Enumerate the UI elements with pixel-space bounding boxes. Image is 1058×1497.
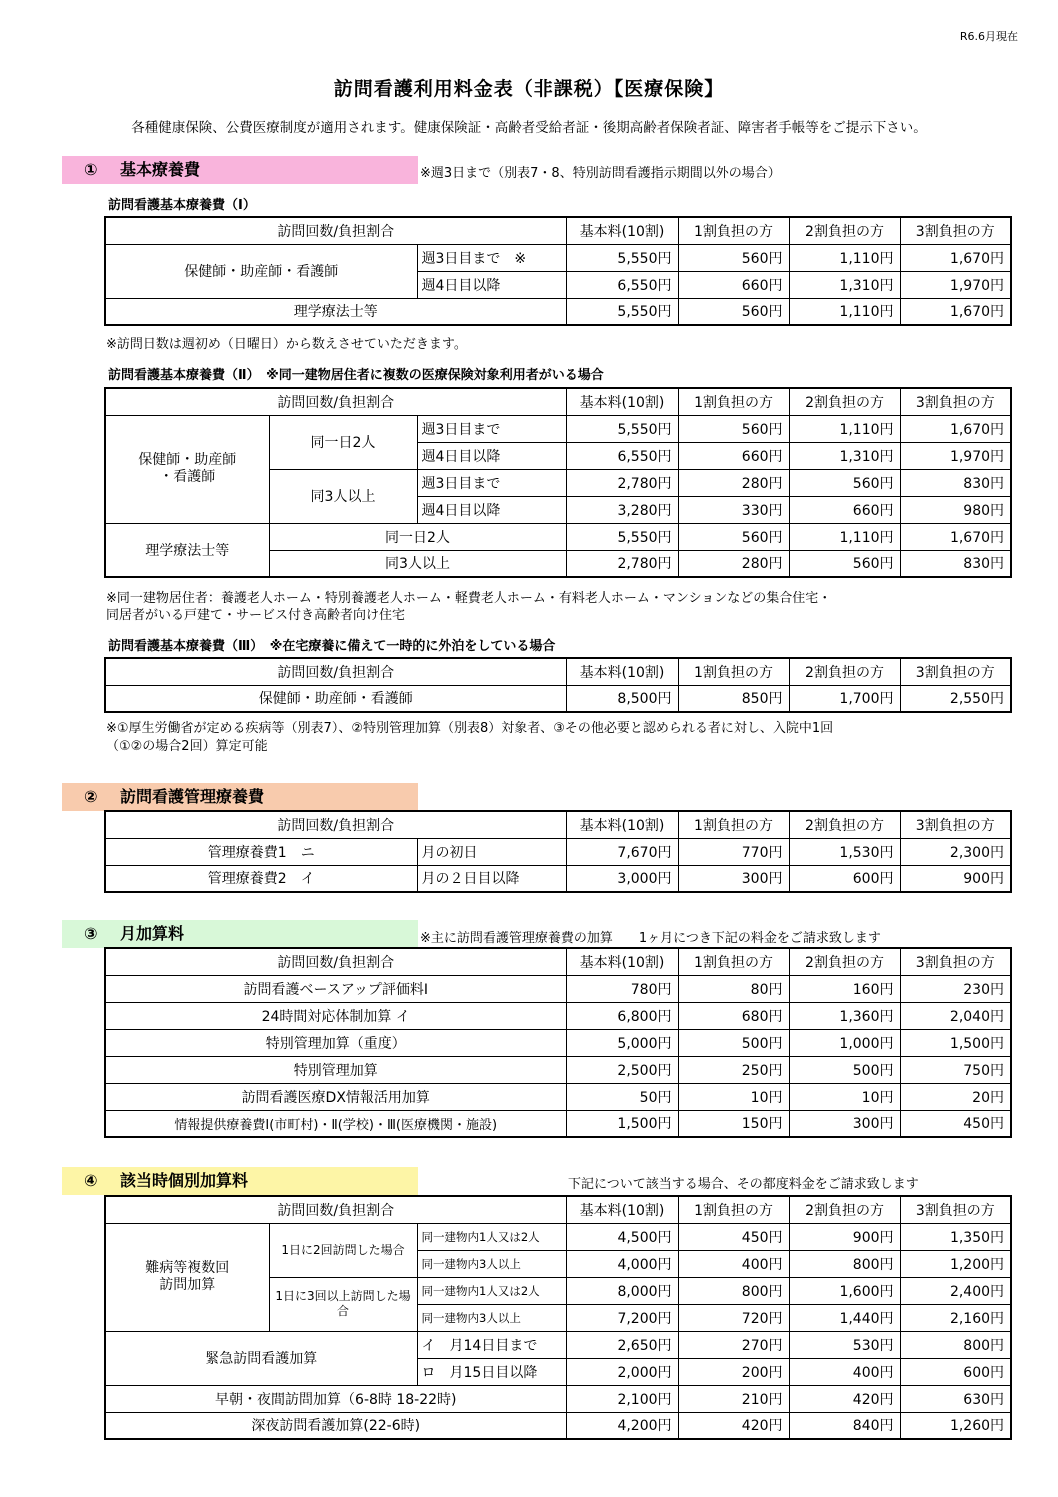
cell-p3: 2,160円: [900, 1304, 1011, 1331]
row-label: 管理療養費2 イ: [105, 865, 417, 892]
cell-p1: 10円: [678, 1083, 789, 1110]
cell-p2: 530円: [789, 1331, 900, 1358]
table-header-row: [105, 217, 1011, 244]
table-header-row: [105, 388, 1011, 415]
section-number: ①: [84, 160, 98, 179]
cell-p2: 560円: [789, 469, 900, 496]
cell-p3: 2,040円: [900, 1002, 1011, 1029]
section-number: ②: [84, 787, 98, 806]
cell-p3: 450円: [900, 1110, 1011, 1137]
subgroup-label: 1日に3回以上訪問した場合: [269, 1277, 417, 1331]
intro-text: 各種健康保険、公費医療制度が適用されます。健康保険証・高齢者受給者証・後期高齢者保険者証、障害者手帳等をご提示下さい。: [131, 120, 927, 136]
cell-p3: 1,670円: [900, 415, 1011, 442]
basic-fee-table-3: [104, 657, 1012, 713]
table-row: [105, 865, 1011, 892]
cell-base: 5,000円: [566, 1029, 678, 1056]
row-label: 管理療養費1 ニ: [105, 838, 417, 865]
header-p2: 2割負担の方: [789, 658, 900, 685]
header-item: 訪問回数/負担割合: [105, 948, 566, 975]
cell-p2: 660円: [789, 496, 900, 523]
row-sublabel: 月の初日: [417, 838, 566, 865]
cell-p1: 850円: [678, 685, 789, 712]
header-p3: 3割負担の方: [900, 658, 1011, 685]
cell-base: 3,000円: [566, 865, 678, 892]
cell-p1: 300円: [678, 865, 789, 892]
cell-p1: 210円: [678, 1385, 789, 1412]
cell-p2: 1,110円: [789, 523, 900, 550]
row-label: 同一建物内1人又は2人: [417, 1223, 566, 1250]
row-label: 24時間対応体制加算 イ: [105, 1002, 566, 1029]
cell-p1: 200円: [678, 1358, 789, 1385]
header-base: 基本料(10割): [566, 948, 678, 975]
table-row: [105, 523, 1011, 550]
table-row: [105, 298, 1011, 325]
table-row: [105, 1331, 1011, 1358]
row-label: 週3日目まで: [417, 415, 566, 442]
section-title: 該当時個別加算料: [120, 1171, 249, 1190]
cell-p2: 1,600円: [789, 1277, 900, 1304]
cell-p1: 560円: [678, 244, 789, 271]
cell-p1: 270円: [678, 1331, 789, 1358]
table-row: [105, 1412, 1011, 1439]
section-note: 下記について該当する場合、その都度料金をご請求致します: [568, 1177, 919, 1192]
section-header-2: [62, 783, 418, 811]
header-p3: 3割負担の方: [900, 217, 1011, 244]
table-note: ※同一建物居住者：養護老人ホーム・特別養護老人ホーム・軽費老人ホーム・有料老人ホーム・マンションなどの集合住宅・: [106, 591, 832, 606]
header-p1: 1割負担の方: [678, 811, 789, 838]
row-label: 週3日目まで: [417, 469, 566, 496]
table-row: [105, 1385, 1011, 1412]
row-label: 週4日目以降: [417, 442, 566, 469]
cell-p2: 840円: [789, 1412, 900, 1439]
section-note: ※週3日まで（別表7・8、特別訪問看護指示期間以外の場合）: [420, 166, 781, 181]
table-header-row: [105, 658, 1011, 685]
table-note: 同居者がいる戸建て・サービス付き高齢者向け住宅: [106, 608, 406, 623]
cell-base: 6,550円: [566, 442, 678, 469]
subgroup-label: 1日に2回訪問した場合: [269, 1223, 417, 1277]
cell-p1: 660円: [678, 271, 789, 298]
table-row: [105, 244, 1011, 271]
cell-base: 780円: [566, 975, 678, 1002]
cell-base: 5,550円: [566, 523, 678, 550]
header-p2: 2割負担の方: [789, 1196, 900, 1223]
cell-p3: 1,500円: [900, 1029, 1011, 1056]
cell-p3: 1,670円: [900, 298, 1011, 325]
cell-base: 5,550円: [566, 244, 678, 271]
header-p1: 1割負担の方: [678, 217, 789, 244]
cell-p2: 800円: [789, 1250, 900, 1277]
date-stamp: R6.6月現在: [959, 30, 1018, 43]
header-p1: 1割負担の方: [678, 658, 789, 685]
section-note: ※主に訪問看護管理療養費の加算 1ヶ月につき下記の料金をご請求致します: [420, 931, 881, 946]
row-label: 週4日目以降: [417, 271, 566, 298]
table-row: [105, 1029, 1011, 1056]
table-row: [105, 1110, 1011, 1137]
cell-p2: 500円: [789, 1056, 900, 1083]
header-p1: 1割負担の方: [678, 388, 789, 415]
cell-p2: 160円: [789, 975, 900, 1002]
cell-base: 7,200円: [566, 1304, 678, 1331]
cell-base: 8,000円: [566, 1277, 678, 1304]
cell-base: 6,800円: [566, 1002, 678, 1029]
individual-addition-table: [104, 1195, 1012, 1440]
cell-p2: 400円: [789, 1358, 900, 1385]
cell-p3: 1,970円: [900, 271, 1011, 298]
cell-p1: 280円: [678, 550, 789, 577]
cell-base: 50円: [566, 1083, 678, 1110]
cell-p2: 1,110円: [789, 298, 900, 325]
monthly-addition-table: [104, 947, 1012, 1138]
table-note: ※訪問日数は週初め（日曜日）から数えさせていただきます。: [106, 337, 467, 352]
header-p3: 3割負担の方: [900, 1196, 1011, 1223]
cell-base: 6,550円: [566, 271, 678, 298]
cell-base: 2,650円: [566, 1331, 678, 1358]
table-row: [105, 1083, 1011, 1110]
cell-base: 7,670円: [566, 838, 678, 865]
header-item: 訪問回数/負担割合: [105, 658, 566, 685]
header-item: 訪問回数/負担割合: [105, 388, 566, 415]
row-sublabel: 月の２日目以降: [417, 865, 566, 892]
cell-p1: 560円: [678, 523, 789, 550]
cell-base: 1,500円: [566, 1110, 678, 1137]
cell-base: 8,500円: [566, 685, 678, 712]
row-label: 同3人以上: [269, 550, 566, 577]
cell-base: 2,500円: [566, 1056, 678, 1083]
header-base: 基本料(10割): [566, 217, 678, 244]
row-label: 特別管理加算（重度）: [105, 1029, 566, 1056]
section-title: 訪問看護管理療養費: [120, 787, 265, 806]
header-item: 訪問回数/負担割合: [105, 811, 566, 838]
section-title: 月加算料: [120, 924, 185, 943]
cell-p3: 1,260円: [900, 1412, 1011, 1439]
basic-fee-table-1: [104, 216, 1012, 326]
cell-p2: 560円: [789, 550, 900, 577]
cell-base: 5,550円: [566, 415, 678, 442]
cell-p3: 1,670円: [900, 244, 1011, 271]
header-base: 基本料(10割): [566, 658, 678, 685]
cell-p3: 830円: [900, 550, 1011, 577]
row-label: 情報提供療養費Ⅰ(市町村)・Ⅱ(学校)・Ⅲ(医療機関・施設): [105, 1110, 566, 1137]
cell-p1: 560円: [678, 415, 789, 442]
cell-p1: 800円: [678, 1277, 789, 1304]
header-base: 基本料(10割): [566, 388, 678, 415]
cell-base: 2,780円: [566, 469, 678, 496]
cell-p2: 900円: [789, 1223, 900, 1250]
group-label: 緊急訪問看護加算: [105, 1331, 417, 1385]
cell-base: 3,280円: [566, 496, 678, 523]
page-title: 訪問看護利用料金表（非課税）【医療保険】: [333, 78, 725, 100]
table-row: [105, 415, 1011, 442]
basic-fee-table-2: [104, 387, 1012, 578]
section-header-4: [62, 1167, 418, 1195]
group-label: 理学療法士等: [105, 523, 269, 577]
cell-base: 2,100円: [566, 1385, 678, 1412]
cell-p3: 750円: [900, 1056, 1011, 1083]
row-label: 週4日目以降: [417, 496, 566, 523]
cell-p2: 1,440円: [789, 1304, 900, 1331]
cell-p1: 250円: [678, 1056, 789, 1083]
management-fee-table: [104, 810, 1012, 893]
section-header-3: [62, 920, 418, 948]
cell-p3: 1,350円: [900, 1223, 1011, 1250]
cell-base: 2,000円: [566, 1358, 678, 1385]
cell-p1: 280円: [678, 469, 789, 496]
row-label: 週3日目まで ※: [417, 244, 566, 271]
table-row: [105, 975, 1011, 1002]
cell-p3: 2,300円: [900, 838, 1011, 865]
cell-p3: 900円: [900, 865, 1011, 892]
cell-p1: 560円: [678, 298, 789, 325]
cell-p3: 800円: [900, 1331, 1011, 1358]
cell-p2: 1,110円: [789, 244, 900, 271]
cell-p1: 150円: [678, 1110, 789, 1137]
row-label: 保健師・助産師・看護師: [105, 685, 566, 712]
cell-p1: 330円: [678, 496, 789, 523]
table-header-row: [105, 948, 1011, 975]
cell-p1: 770円: [678, 838, 789, 865]
section-number: ④: [84, 1171, 98, 1190]
cell-p2: 600円: [789, 865, 900, 892]
cell-p3: 600円: [900, 1358, 1011, 1385]
cell-base: 5,550円: [566, 298, 678, 325]
row-label: 訪問看護医療DX情報活用加算: [105, 1083, 566, 1110]
cell-p2: 1,530円: [789, 838, 900, 865]
cell-p3: 2,400円: [900, 1277, 1011, 1304]
cell-p2: 1,110円: [789, 415, 900, 442]
header-base: 基本料(10割): [566, 811, 678, 838]
header-p1: 1割負担の方: [678, 1196, 789, 1223]
row-label: 同一建物内1人又は2人: [417, 1277, 566, 1304]
subgroup-label: 同一日2人: [269, 415, 417, 469]
table-subtitle: 訪問看護基本療養費（Ⅲ） ※在宅療養に備えて一時的に外泊をしている場合: [108, 639, 556, 654]
group-label: 保健師・助産師 ・看護師: [105, 415, 269, 523]
header-p3: 3割負担の方: [900, 948, 1011, 975]
cell-p2: 1,700円: [789, 685, 900, 712]
cell-p2: 1,310円: [789, 442, 900, 469]
cell-p1: 660円: [678, 442, 789, 469]
table-subtitle: 訪問看護基本療養費（Ⅱ） ※同一建物居住者に複数の医療保険対象利用者がいる場合: [108, 368, 604, 383]
row-label: 訪問看護ベースアップ評価料Ⅰ: [105, 975, 566, 1002]
cell-p3: 230円: [900, 975, 1011, 1002]
table-note: （①②の場合2回）算定可能: [106, 739, 268, 754]
cell-p2: 10円: [789, 1083, 900, 1110]
table-note: ※①厚生労働省が定める疾病等（別表7）、②特別管理加算（別表8）対象者、③その他必要と認められる者に対し、入院中1回: [106, 721, 834, 736]
group-label: 難病等複数回 訪問加算: [105, 1223, 269, 1331]
cell-p1: 720円: [678, 1304, 789, 1331]
section-header-1: [62, 156, 418, 184]
cell-p3: 1,200円: [900, 1250, 1011, 1277]
cell-p2: 1,310円: [789, 271, 900, 298]
cell-p3: 630円: [900, 1385, 1011, 1412]
header-p1: 1割負担の方: [678, 948, 789, 975]
subgroup-label: 同3人以上: [269, 469, 417, 523]
cell-p1: 500円: [678, 1029, 789, 1056]
header-base: 基本料(10割): [566, 1196, 678, 1223]
row-label: 同一建物内3人以上: [417, 1250, 566, 1277]
cell-p3: 1,970円: [900, 442, 1011, 469]
table-row: [105, 1056, 1011, 1083]
row-label: ロ 月15日目以降: [417, 1358, 566, 1385]
header-p2: 2割負担の方: [789, 811, 900, 838]
cell-base: 4,000円: [566, 1250, 678, 1277]
header-p2: 2割負担の方: [789, 388, 900, 415]
header-item: 訪問回数/負担割合: [105, 217, 566, 244]
cell-p2: 300円: [789, 1110, 900, 1137]
cell-p3: 1,670円: [900, 523, 1011, 550]
row-label: 同一建物内3人以上: [417, 1304, 566, 1331]
cell-p3: 2,550円: [900, 685, 1011, 712]
section-title: 基本療養費: [120, 160, 201, 179]
cell-base: 4,200円: [566, 1412, 678, 1439]
cell-p3: 830円: [900, 469, 1011, 496]
row-label: 特別管理加算: [105, 1056, 566, 1083]
cell-base: 4,500円: [566, 1223, 678, 1250]
table-row: [105, 1002, 1011, 1029]
cell-p1: 680円: [678, 1002, 789, 1029]
cell-p3: 20円: [900, 1083, 1011, 1110]
cell-base: 2,780円: [566, 550, 678, 577]
cell-p1: 80円: [678, 975, 789, 1002]
header-p2: 2割負担の方: [789, 217, 900, 244]
table-header-row: [105, 1196, 1011, 1223]
table-row: [105, 1223, 1011, 1250]
row-label: イ 月14日目まで: [417, 1331, 566, 1358]
header-item: 訪問回数/負担割合: [105, 1196, 566, 1223]
table-subtitle: 訪問看護基本療養費（Ⅰ）: [108, 198, 256, 213]
row-label: 同一日2人: [269, 523, 566, 550]
table-row: [105, 685, 1011, 712]
cell-p3: 980円: [900, 496, 1011, 523]
cell-p2: 420円: [789, 1385, 900, 1412]
table-row: [105, 838, 1011, 865]
table-header-row: [105, 811, 1011, 838]
group-label: 保健師・助産師・看護師: [105, 244, 417, 298]
cell-p2: 1,360円: [789, 1002, 900, 1029]
header-p3: 3割負担の方: [900, 388, 1011, 415]
row-label: 深夜訪問看護加算(22-6時): [105, 1412, 566, 1439]
cell-p1: 420円: [678, 1412, 789, 1439]
cell-p1: 400円: [678, 1250, 789, 1277]
header-p3: 3割負担の方: [900, 811, 1011, 838]
row-label: 理学療法士等: [105, 298, 566, 325]
row-label: 早朝・夜間訪問加算（6-8時 18-22時): [105, 1385, 566, 1412]
cell-p1: 450円: [678, 1223, 789, 1250]
header-p2: 2割負担の方: [789, 948, 900, 975]
section-number: ③: [84, 924, 98, 943]
cell-p2: 1,000円: [789, 1029, 900, 1056]
